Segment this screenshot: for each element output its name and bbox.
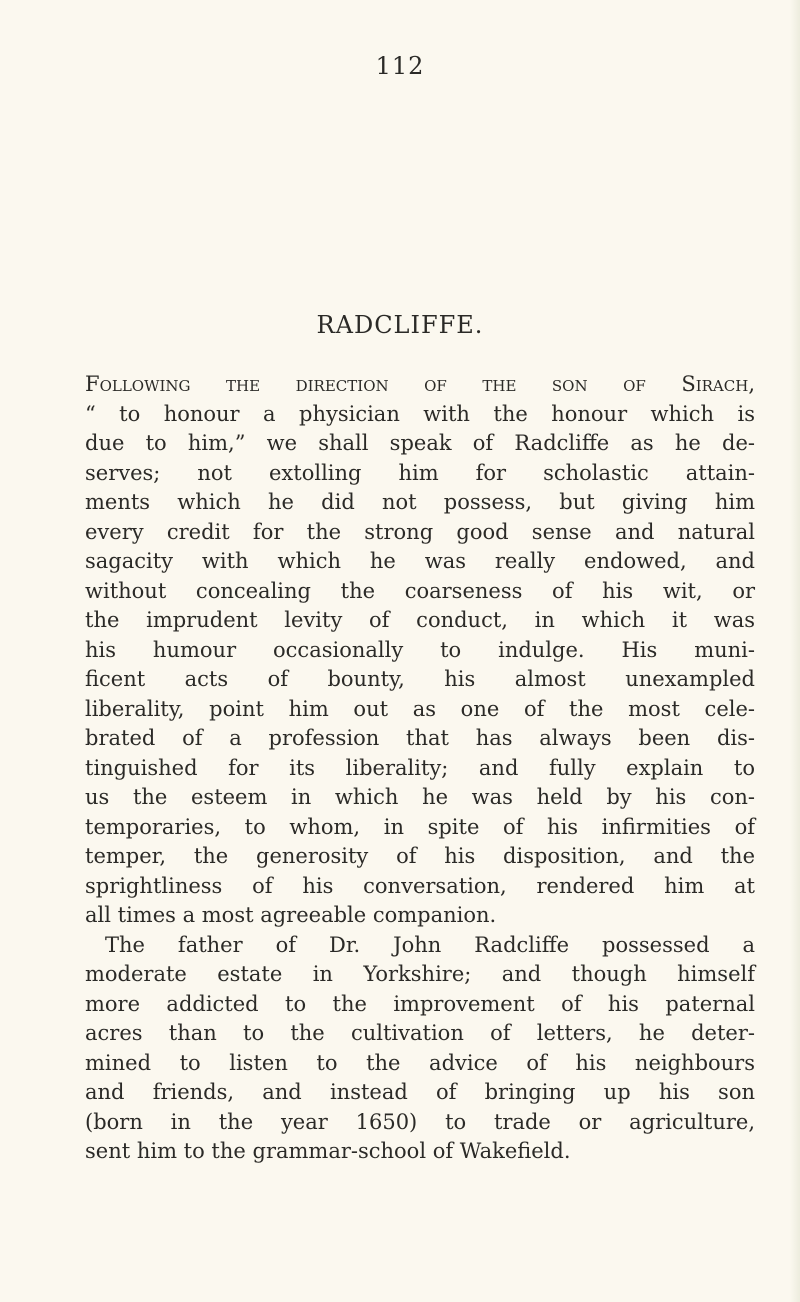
- chapter-title: RADCLIFFE.: [316, 311, 484, 339]
- paragraph-1-line-13: brated of a profession that has always been dis-: [85, 726, 755, 750]
- paragraph-2-line-4: acres than to the cultivation of letters, he deter-: [85, 1021, 755, 1045]
- paragraph-1-line-9: the imprudent levity of conduct, in which it was: [85, 608, 755, 632]
- paragraph-1-line-11: ficent acts of bounty, his almost unexampled: [85, 667, 755, 691]
- paragraph-1-line-19: all times a most agreeable companion.: [85, 903, 497, 927]
- paragraph-1-line-14: tinguished for its liberality; and fully explain to: [85, 755, 755, 780]
- paragraph-2-line-2: moderate estate in Yorkshire; and though himself: [85, 962, 755, 986]
- paragraph-2-line-8: sent him to the grammar-school of Wakefield.: [85, 1139, 571, 1163]
- paragraph-2-line-3: more addicted to the improvement of his paternal: [85, 991, 755, 1016]
- paragraph-1-line-18: sprightliness of his conversation, rendered him at: [85, 873, 755, 898]
- opening-word: Following the direction of the son of Sirach,: [85, 372, 755, 396]
- paragraph-1-line-4: serves; not extolling him for scholastic attain-: [85, 460, 755, 485]
- paragraph-1-line-2: “ to honour a physician with the honour which is: [85, 401, 755, 426]
- paragraph-1-line-12: liberality, point him out as one of the most cele-: [85, 696, 755, 721]
- paragraph-1-line-3: due to him,” we shall speak of Radcliffe as he de-: [85, 431, 755, 455]
- paragraph-2-line-7: (born in the year 1650) to trade or agriculture,: [85, 1109, 755, 1134]
- paragraph-1-line-1: [85, 370, 755, 400]
- paragraph-1-line-15: us the esteem in which he was held by his con-: [85, 785, 755, 809]
- paragraph-2-line-5: mined to listen to the advice of his neighbours: [85, 1050, 755, 1075]
- paragraph-2-line-6: and friends, and instead of bringing up his son: [85, 1080, 755, 1104]
- paragraph-1-line-7: sagacity with which he was really endowed, and: [85, 549, 755, 573]
- body-text: [85, 370, 755, 1167]
- paragraph-1-line-5: ments which he did not possess, but giving him: [85, 490, 755, 514]
- paragraph-1-line-8: without concealing the coarseness of his wit, or: [85, 578, 755, 603]
- paragraph-1-line-17: temper, the generosity of his disposition, and the: [85, 844, 755, 868]
- paragraph-1-line-6: every credit for the strong good sense and natural: [85, 519, 755, 544]
- page-edge: [790, 0, 800, 1302]
- paragraph-1-line-16: temporaries, to whom, in spite of his infirmities of: [85, 814, 755, 839]
- page-number: 112: [375, 52, 425, 80]
- paragraph-2-line-1: The father of Dr. John Radcliffe possessed a: [105, 932, 755, 957]
- paragraph-1-line-10: his humour occasionally to indulge. His muni-: [85, 637, 755, 662]
